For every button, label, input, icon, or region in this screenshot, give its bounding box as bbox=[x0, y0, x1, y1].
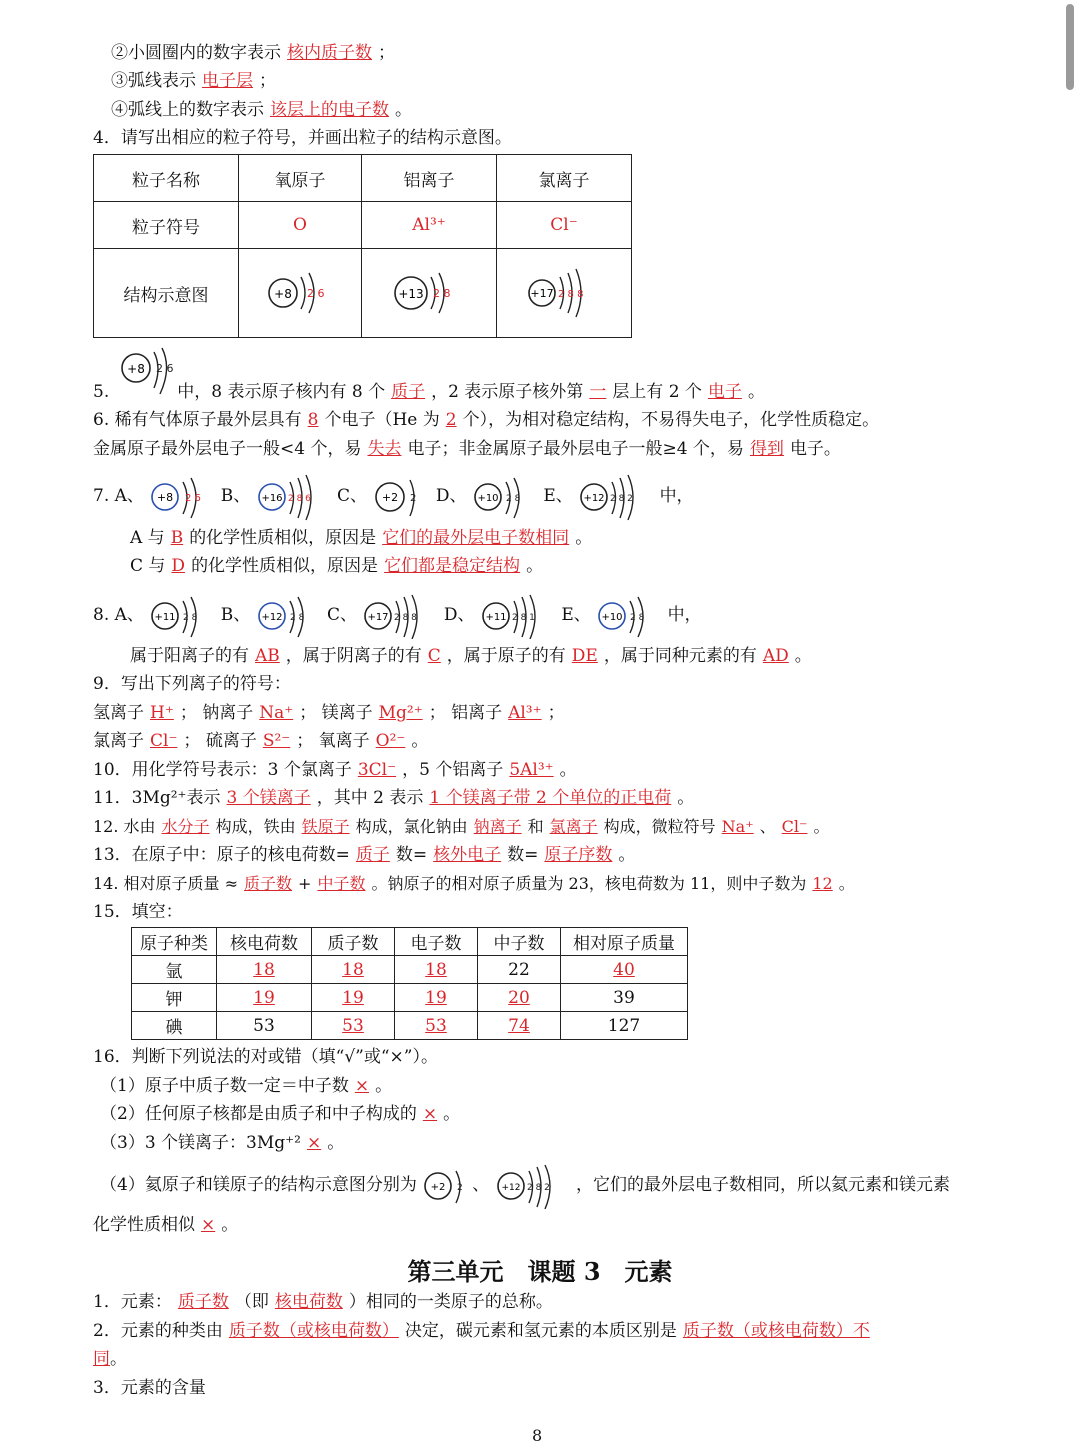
q15-header: 中子数 bbox=[478, 928, 561, 956]
atom-diagram-aluminum-ion bbox=[391, 263, 467, 323]
q7-options: 7. A、 +8 2 6 B、 +16 2 8 6 C、 +2 2 D、 +10 2 8 E、 +12 2 8 2 中， bbox=[93, 470, 1020, 522]
s2-line: 2．元素的种类由 质子数（或核电荷数） 决定，碳元素和氢元素的本质区别是 质子数（或核电荷数）不 bbox=[93, 1321, 870, 1341]
table-cell: 53 bbox=[217, 1012, 312, 1040]
atom-nucleus: +10 bbox=[601, 611, 623, 623]
q16-item-2: （2）任何原子核都是由质子和中子构成的 × 。 bbox=[100, 1104, 461, 1124]
q8-answer: 属于阳离子的有 AB ，属于阴离子的有 C ，属于原子的有 DE ，属于同种元素的有 AD 。 bbox=[130, 646, 812, 666]
table-cell: 20 bbox=[478, 984, 561, 1012]
q10-line: 10．用化学符号表示：3 个氯离子 3Cl⁻ ，5 个铝离子 5Al³⁺ 。 bbox=[93, 760, 577, 780]
q15-header: 电子数 bbox=[395, 928, 478, 956]
atom-shells: 2 8 2 bbox=[610, 493, 634, 504]
atom-shells: 2 8 bbox=[433, 287, 451, 300]
q16-item-1: （1）原子中质子数一定＝中子数 × 。 bbox=[100, 1076, 393, 1096]
q4-diagram-label: 结构示意图 bbox=[94, 249, 239, 338]
atom-shells: 2 6 bbox=[185, 492, 202, 504]
atom-nucleus: +8 bbox=[157, 490, 174, 504]
q12-line: 12. 水由 水分子 构成，铁由 铁原子 构成，氯化钠由 钠离子 和 氯离子 构成，微粒符号 Na⁺ 、 Cl⁻ 。 bbox=[93, 817, 830, 836]
q16-title: 16．判断下列说法的对或错（填“√”或“×”）。 bbox=[93, 1047, 438, 1067]
atom-nucleus: +8 bbox=[127, 362, 145, 376]
atom-shells: 2 6 bbox=[307, 287, 325, 300]
table-row bbox=[132, 956, 688, 984]
q4-diagram-cell bbox=[497, 249, 632, 338]
q9-title: 9．写出下列离子的符号： bbox=[93, 674, 291, 694]
atom-shells: 2 bbox=[457, 1182, 463, 1193]
q15-header: 相对原子质量 bbox=[561, 928, 688, 956]
q7-answer-1: A 与 B 的化学性质相似，原因是 它们的最外层电子数相同 。 bbox=[130, 528, 593, 548]
scrollbar[interactable] bbox=[1066, 4, 1074, 90]
atom-shells: 2 8 8 bbox=[394, 612, 418, 623]
q4-symbol: O bbox=[239, 202, 362, 249]
table-cell: 40 bbox=[561, 956, 688, 984]
q11-line: 11．3Mg²⁺表示 3 个镁离子 ，其中 2 表示 1 个镁离子带 2 个单位的正电荷 。 bbox=[93, 788, 695, 808]
atom-nucleus: +17 bbox=[367, 611, 390, 623]
atom-nucleus: +8 bbox=[274, 287, 292, 301]
table-cell: 39 bbox=[561, 984, 688, 1012]
atom-shells: 2 8 bbox=[630, 612, 645, 623]
q14-line: 14. 相对原子质量 ≈ 质子数 + 中子数 。钠原子的相对原子质量为 23，核电荷数为 11，则中子数为 12 。 bbox=[93, 874, 855, 893]
atom-shells: 2 6 bbox=[156, 362, 174, 375]
q9-row-2: 氯离子 Cl⁻ ； 硫离子 S²⁻ ； 氧离子 O²⁻ 。 bbox=[93, 731, 429, 751]
atom-nucleus: +13 bbox=[398, 287, 424, 301]
atom-shells: 2 8 1 bbox=[511, 612, 535, 623]
atom-nucleus: +12 bbox=[501, 1182, 521, 1193]
table-cell: 18 bbox=[395, 956, 478, 984]
page-number: 8 bbox=[532, 1426, 543, 1445]
q6-line-1: 6. 稀有气体原子最外层具有 8 个电子（He 为 2 个），为相对稳定结构，不易得失电子，化学性质稳定。 bbox=[93, 410, 880, 430]
q8-atom-c bbox=[362, 593, 438, 639]
q7-atom-d bbox=[472, 472, 538, 522]
q7-atom-a bbox=[149, 472, 215, 522]
q7-answer-2: C 与 D 的化学性质相似，原因是 它们都是稳定结构 。 bbox=[130, 556, 544, 576]
table-cell: 钾 bbox=[132, 984, 217, 1012]
q6-line-2: 金属原子最外层电子一般<4 个，易 失去 电子；非金属原子最外层电子一般≥4 个，易 得到 电子。 bbox=[93, 439, 841, 459]
section-heading: 第三单元 课题 3 元素 bbox=[407, 1257, 673, 1286]
q4-header: 铝离子 bbox=[362, 155, 497, 202]
table-row bbox=[132, 984, 688, 1012]
atom-shells: 2 8 bbox=[183, 612, 198, 623]
atom-diagram-chloride-ion bbox=[524, 263, 604, 323]
atom-nucleus: +11 bbox=[485, 611, 507, 623]
s3-line: 3．元素的含量 bbox=[93, 1378, 206, 1398]
atom-nucleus: +16 bbox=[261, 492, 283, 504]
q4-diagram-cell bbox=[239, 249, 362, 338]
s1-line: 1．元素： 质子数 （即 核电荷数 ）相同的一类原子的总称。 bbox=[93, 1292, 553, 1312]
intro-line-4: ④弧线上的数字表示 该层上的电子数 。 bbox=[111, 100, 412, 120]
atom-nucleus: +2 bbox=[382, 490, 399, 504]
table-cell: 氩 bbox=[132, 956, 217, 984]
table-cell: 53 bbox=[312, 1012, 395, 1040]
atom-diagram-oxygen bbox=[265, 263, 335, 323]
intro-line-3: ③弧线表示 电子层 ； bbox=[111, 71, 276, 91]
atom-nucleus: +17 bbox=[530, 287, 554, 300]
atom-nucleus: +11 bbox=[154, 611, 176, 623]
q4-symbol-label: 粒子符号 bbox=[94, 202, 239, 249]
q4-title: 4．请写出相应的粒子符号，并画出粒子的结构示意图。 bbox=[93, 128, 512, 148]
q4-header: 粒子名称 bbox=[94, 155, 239, 202]
q15-header: 质子数 bbox=[312, 928, 395, 956]
q16-item-4-cont: 化学性质相似 × 。 bbox=[93, 1215, 239, 1235]
atom-shells: 2 bbox=[410, 492, 417, 504]
q7-atom-b bbox=[256, 472, 332, 522]
table-cell: 19 bbox=[217, 984, 312, 1012]
q8-atom-d bbox=[480, 593, 556, 639]
q4-header: 氯离子 bbox=[497, 155, 632, 202]
q4-symbol: Cl⁻ bbox=[497, 202, 632, 249]
magnesium-atom-diagram bbox=[495, 1163, 571, 1209]
q8-atom-a bbox=[149, 593, 215, 639]
table-cell: 18 bbox=[312, 956, 395, 984]
atom-nucleus: +10 bbox=[477, 492, 499, 504]
q8-options: 8. A、 +11 2 8 B、 +12 2 8 C、 +17 2 8 8 D、 +11 2 8 1 E、 +10 2 8 中， bbox=[93, 590, 1020, 640]
q4-symbol: Al³⁺ bbox=[362, 202, 497, 249]
table-cell: 19 bbox=[312, 984, 395, 1012]
q16-item-4: （4）氦原子和镁原子的结构示意图分别为 +2 2 、 +12 2 8 2 ，它们的最外层电子数相同，所以氦元素和镁元素 bbox=[100, 1160, 1020, 1210]
atom-nucleus: +12 bbox=[583, 492, 605, 504]
q7-atom-e bbox=[578, 472, 654, 522]
atom-shells: 2 8 6 bbox=[287, 493, 311, 504]
q15-header: 原子种类 bbox=[132, 928, 217, 956]
q8-atom-b bbox=[256, 593, 322, 639]
table-cell: 19 bbox=[395, 984, 478, 1012]
table-cell: 碘 bbox=[132, 1012, 217, 1040]
table-cell: 53 bbox=[395, 1012, 478, 1040]
table-row bbox=[132, 1012, 688, 1040]
q7-atom-c bbox=[372, 472, 430, 522]
table-cell: 74 bbox=[478, 1012, 561, 1040]
q13-line: 13．在原子中：原子的核电荷数= 质子 数= 核外电子 数= 原子序数 。 bbox=[93, 845, 636, 865]
q9-row-1: 氢离子 H⁺ ； 钠离子 Na⁺ ； 镁离子 Mg²⁺ ； 铝离子 Al³⁺ ； bbox=[93, 703, 565, 723]
q4-diagram-cell bbox=[362, 249, 497, 338]
q15-header: 核电荷数 bbox=[217, 928, 312, 956]
table-cell: 18 bbox=[217, 956, 312, 984]
atom-shells: 2 8 bbox=[289, 612, 304, 623]
atom-shells: 2 8 2 bbox=[526, 1182, 550, 1193]
q15-table bbox=[131, 927, 688, 1040]
q15-title: 15．填空： bbox=[93, 902, 183, 922]
q8-atom-e bbox=[596, 593, 662, 639]
q4-table bbox=[93, 154, 632, 338]
atom-nucleus: +2 bbox=[430, 1181, 446, 1193]
q5-line: 5. 中，8 表示原子核内有 8 个 质子 ，2 表示原子核外第 一 层上有 2 个 电子 。 bbox=[93, 382, 765, 402]
q4-header: 氧原子 bbox=[239, 155, 362, 202]
s2-line-cont: 同。 bbox=[93, 1349, 127, 1369]
helium-atom-diagram bbox=[422, 1163, 472, 1209]
intro-line-2: ②小圆圈内的数字表示 核内质子数 ； bbox=[111, 43, 395, 63]
atom-shells: 2 8 bbox=[505, 493, 521, 504]
atom-nucleus: +12 bbox=[261, 611, 283, 623]
table-cell: 22 bbox=[478, 956, 561, 984]
atom-shells: 2 8 8 bbox=[558, 289, 584, 300]
table-cell: 127 bbox=[561, 1012, 688, 1040]
q16-item-3: （3）3 个镁离子：3Mg⁺² × 。 bbox=[100, 1133, 345, 1153]
